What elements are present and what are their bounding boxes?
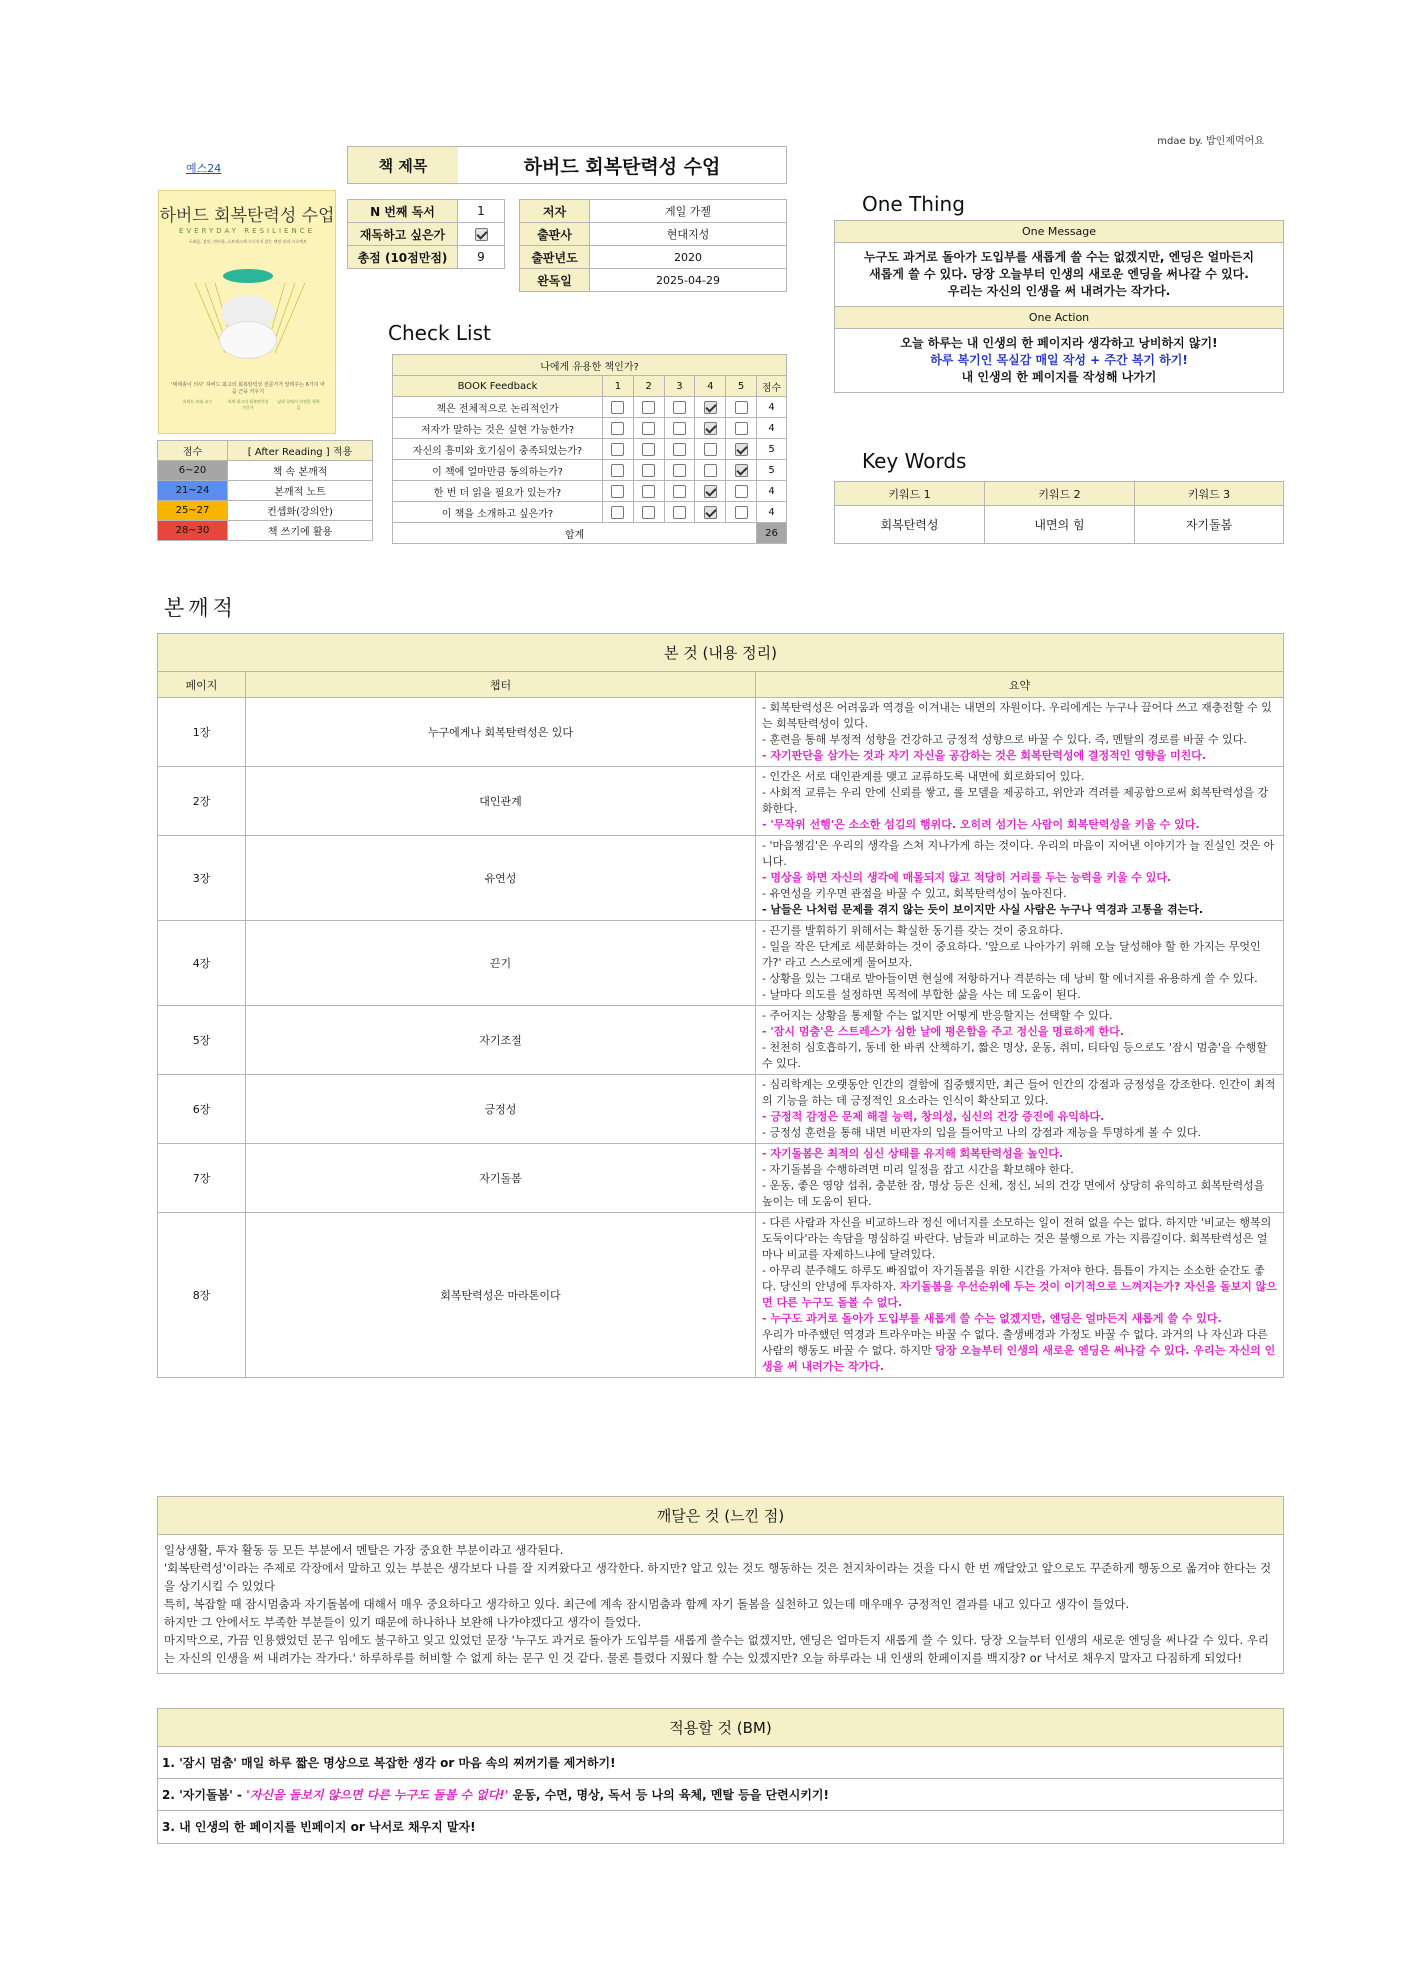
checklist-cell [633,481,664,502]
summary-line [762,1024,1277,1040]
learned-line: 일상생활, 투자 활동 등 모든 부분에서 멘탈은 가장 중요한 부분이라고 생각된다. [164,1543,564,1557]
checklist-cell [664,397,695,418]
one-action-label: One Action [835,307,1283,329]
checklist-checkbox[interactable] [673,485,686,498]
one-thing-box [834,220,1284,393]
summary-line [762,886,1277,902]
book-title-box [347,146,787,184]
keyword-value: 회복탄력성 [835,506,985,544]
apply-item-text: 운동, 수면, 명상, 독서 등 나의 육체, 멘탈 등을 단련시키기! [508,1788,829,1802]
summary-text: - '마음챙김'은 우리의 생각을 스쳐 지나가게 하는 것이다. 우리의 마음이 지어낸 이야기가 늘 진실인 것은 아니다. [762,839,1275,868]
keyword-header: 키워드 3 [1135,482,1284,506]
info-value: 게일 가젤 [590,200,787,223]
keyword-header: 키워드 1 [835,482,985,506]
summary-table [157,633,1284,1378]
checklist-cell [633,418,664,439]
checklist-cell [664,481,695,502]
summary-chapter: 유연성 [246,836,756,921]
summary-text: - 자기돌봄을 수행하려면 미리 일정을 잡고 시간을 확보해야 한다. [762,1163,1074,1176]
summary-text: - 끈기를 발휘하기 위해서는 확실한 동기를 갖는 것이 중요하다. [762,924,1064,937]
summary-row [158,836,1284,921]
summary-chapter: 자기돌봄 [246,1144,756,1213]
summary-line [762,1162,1277,1178]
summary-cell [756,921,1284,1006]
summary-cell [756,836,1284,921]
checklist-checkbox[interactable] [673,443,686,456]
summary-line [762,732,1277,748]
summary-cell [756,1213,1284,1378]
summary-row [158,1075,1284,1144]
checklist-col-header: 5 [726,376,757,397]
score-legend [157,440,373,541]
learned-line: '회복탄력성'이라는 주제로 각장에서 말하고 있는 부분은 생각보다 나를 잘 지켜왔다고 생각한다. 하지만? 알고 있는 것도 행동하는 것은 천지차이라는 것을 다시 한 번 깨달았고 앞으로도 꾸준하게 행동으로 옮겨야 한다는 것을 상기시킬 수 있었다 [164,1561,1272,1593]
checklist-col-header: 3 [664,376,695,397]
one-action-line: 하루 복기인 목실감 매일 작성 + 주간 복기 하기! [930,353,1188,367]
info-label: 출판년도 [520,246,590,269]
summary-text: - 사회적 교류는 우리 안에 신뢰를 쌓고, 롤 모델을 제공하고, 위안과 격려를 제공함으로써 회복탄력성을 강화한다. [762,786,1269,815]
checklist-row [393,481,787,502]
summary-line [762,817,1277,833]
cover-desc: 두려움, 불안, 번아웃, 스트레스에 무너지지 않는 멘탈 관리 프로젝트 [188,239,308,244]
summary-highlight: 자기돌봄을 우선순위에 두는 것이 이기적으로 느껴지는가? 자신을 돌보지 않으면 다른 누구도 돌볼 수 없다. [762,1280,1277,1309]
info-value: 현대지성 [590,223,787,246]
learned-line: 하지만 그 안에서도 부족한 부분들이 있기 때문에 하나하나 보완해 나가야겠다고 생각이 들었다. [164,1615,642,1629]
learned-box [157,1496,1284,1674]
keyword-header: 키워드 2 [985,482,1135,506]
summary-page: 7장 [158,1144,246,1213]
summary-line [762,987,1277,1003]
apply-item [158,1747,1283,1779]
summary-text: - 천천히 심호흡하기, 동네 한 바퀴 산책하기, 짧은 명상, 운동, 취미, 티타임 등으로도 '잠시 멈춤'을 수행할 수 있다. [762,1041,1267,1070]
summary-line [762,939,1277,971]
apply-title: 적용할 것 (BM) [158,1709,1283,1747]
summary-line [762,748,1277,764]
checklist-checkbox[interactable] [735,401,748,414]
summary-cell [756,767,1284,836]
checklist-col-header: 4 [695,376,726,397]
checklist-cell [726,460,757,481]
checklist-total: 26 [757,523,787,544]
checklist-cell [726,502,757,523]
apply-item-text: 2. '자기돌봄' - [162,1788,247,1802]
checklist-cell [603,397,634,418]
summary-col-header: 챕터 [246,672,756,698]
checklist-cell [695,418,726,439]
checklist-cell [695,502,726,523]
cover-disc-white [219,321,277,359]
info-value: 1 [458,200,505,223]
checklist-checkbox[interactable] [704,506,717,519]
summary-line [762,971,1277,987]
summary-line [762,769,1277,785]
summary-page: 5장 [158,1006,246,1075]
checklist-checkbox[interactable] [704,422,717,435]
checklist-checkbox[interactable] [673,464,686,477]
checklist-checkbox[interactable] [735,464,748,477]
keyword-value: 내면의 힘 [985,506,1135,544]
checklist-checkbox[interactable] [704,443,717,456]
summary-line [762,1311,1277,1327]
checklist-cell [633,502,664,523]
summary-text: - '무작위 선행'은 소소한 섬김의 행위다. 오히려 섬기는 사람이 회복탄력성을 키울 수 있다. [762,818,1200,831]
summary-page: 2장 [158,767,246,836]
summary-page: 6장 [158,1075,246,1144]
book-cover [158,190,336,434]
cover-disc-green [223,269,273,283]
checklist-cell [726,418,757,439]
checklist-checkbox[interactable] [735,506,748,519]
summary-line [762,870,1277,886]
yes24-link[interactable]: 예스24 [186,162,222,175]
checklist-checkbox[interactable] [642,506,655,519]
summary-line [762,923,1277,939]
legend-label: 본깨적 노트 [228,481,373,501]
checklist-checkbox[interactable] [735,443,748,456]
one-message-line: 새롭게 쓸 수 있다. 당장 오늘부터 인생의 새로운 엔딩을 써나갈 수 있다. [869,267,1249,281]
info-label: 저자 [520,200,590,223]
checklist-col-header: 1 [603,376,634,397]
reread-cell [458,223,505,246]
legend-range: 28~30 [158,521,228,541]
summary-chapter: 자기조절 [246,1006,756,1075]
checklist-cell [603,418,634,439]
summary-chapter: 누구에게나 회복탄력성은 있다 [246,698,756,767]
apply-item [158,1811,1283,1843]
checklist-checkbox[interactable] [673,422,686,435]
checklist-row [393,418,787,439]
summary-text: - 긍정적 감정은 문제 해결 능력, 창의성, 심신의 건강 증진에 유익하다. [762,1110,1105,1123]
summary-row [158,1006,1284,1075]
summary-text: - 심리학계는 오랫동안 인간의 결함에 집중했지만, 최근 들어 인간의 강점과 긍정성을 강조한다. 인간이 최적의 기능을 하는 데 긍정적인 요소라는 인식이 확산되고 있다. [762,1078,1276,1107]
summary-line [762,785,1277,817]
summary-chapter: 긍정성 [246,1075,756,1144]
summary-row [158,921,1284,1006]
cover-badges [175,399,321,419]
summary-cell [756,698,1284,767]
checklist-cell [695,397,726,418]
summary-text: - 누구도 과거로 돌아가 도입부를 새롭게 쓸 수는 없겠지만, 엔딩은 얼마든지 새롭게 쓸 수 있다. [762,1312,1222,1325]
checklist-title: Check List [388,321,491,345]
summary-text: - 상황을 있는 그대로 받아들이면 현실에 저항하거나 격분하는 데 낭비 할 에너지를 유용하게 쓸 수 있다. [762,972,1258,985]
checklist-checkbox[interactable] [642,401,655,414]
info-value: 9 [458,246,505,269]
checklist-cell [603,439,634,460]
summary-text: - 날마다 의도를 설정하면 목적에 부합한 삶을 사는 데 도움이 된다. [762,988,1081,1001]
checklist-checkbox[interactable] [642,485,655,498]
summary-text: - 일을 작은 단계로 세분화하는 것이 중요하다. '앞으로 나아가기 위해 오늘 달성해야 할 한 가지는 무엇인가?' 라고 스스로에게 물어보자. [762,940,1261,969]
summary-text: - 긍정성 훈련을 통해 내면 비판자의 입을 틀어막고 나의 강점과 재능을 투명하게 볼 수 있다. [762,1126,1201,1139]
cover-subtitle: EVERYDAY RESILIENCE [178,227,316,235]
one-message-line: 누구도 과거로 돌아가 도입부를 새롭게 쓸 수는 없겠지만, 엔딩은 얼마든지 [864,250,1254,264]
summary-text: - 주어지는 상황을 통제할 수는 없지만 어떻게 반응할지는 선택할 수 있다. [762,1009,1113,1022]
info-value: 2020 [590,246,787,269]
checklist-checkbox[interactable] [611,506,624,519]
apply-item-quote: '자신을 돌보지 않으면 다른 누구도 돌볼 수 없다!' [246,1788,509,1802]
checklist-col-header: BOOK Feedback [393,376,603,397]
keyword-value: 자기돌봄 [1135,506,1284,544]
one-thing-title: One Thing [862,192,965,216]
section-title: 본깨적 [164,596,237,620]
one-message-line: 우리는 자신의 인생을 써 내려가는 작가다. [947,284,1171,298]
summary-text: - 회복탄력성은 어려움과 역경을 이겨내는 내면의 자원이다. 우리에게는 누구나 끌어다 쓰고 재충전할 수 있는 회복탄력성이 있다. [762,701,1272,730]
checklist-col-header: 점수 [757,376,787,397]
learned-line: 특히, 복잡할 때 잠시멈춤과 자기돌봄에 대해서 매우 중요하다고 생각하고 있다. 최근에 계속 잠시멈춤과 함께 자기 돌봄을 실천하고 있는데 매우매우 긍정적인 결과를 내고 있다고 생각이 들었다. [164,1597,1130,1611]
keywords-title: Key Words [862,449,967,473]
apply-items [158,1747,1283,1843]
apply-item-text: 1. '잠시 멈춤' 매일 하루 짧은 명상으로 복잡한 생각 or 마음 속의 찌꺼기를 제거하기! [162,1756,616,1770]
summary-cell [756,1006,1284,1075]
summary-text: - 남들은 나처럼 문제를 겪지 않는 듯이 보이지만 사실 사람은 누구나 역경과 고통을 겪는다. [762,903,1204,916]
summary-line [762,902,1277,918]
checklist-cell [726,397,757,418]
summary-chapter: 대인관계 [246,767,756,836]
info-label: 완독일 [520,269,590,292]
cover-bottom-text: '태세총이 의사' 하버드 최고의 회복탄력성 전문가가 알려주는 6가지 마음 근육 키우기 [171,382,325,395]
checklist-checkbox[interactable] [642,422,655,435]
cover-title: 하버드 회복탄력성 수업 [159,206,335,226]
apply-item-text: 3. 내 인생의 한 페이지를 빈페이지 or 낙서로 채우지 말자! [162,1820,476,1834]
checklist-score: 4 [757,418,787,439]
summary-line [762,1125,1277,1141]
checklist-score: 5 [757,439,787,460]
checklist-cell [633,439,664,460]
checklist-question-text: 한 번 더 읽을 필요가 있는가? [393,481,603,502]
apply-box [157,1708,1284,1844]
checklist-cell [664,439,695,460]
checklist-checkbox[interactable] [611,422,624,435]
checklist-total-label: 합계 [393,523,757,544]
checklist-row [393,439,787,460]
checklist-score: 4 [757,481,787,502]
summary-text: - 유연성을 키우면 관점을 바꿀 수 있고, 회복탄력성이 높아진다. [762,887,1067,900]
checklist-row [393,502,787,523]
checklist-checkbox[interactable] [704,464,717,477]
one-message [835,243,1283,307]
checklist-score: 4 [757,502,787,523]
summary-text: - 훈련을 통해 부정적 성향을 건강하고 긍정적 성향으로 바꿀 수 있다. 즉, 멘탈의 경로를 바꿀 수 있다. [762,733,1247,746]
checklist-question-text: 저자가 말하는 것은 실현 가능한가? [393,418,603,439]
one-action-line: 내 인생의 한 페이지를 작성해 나가기 [961,370,1157,384]
checklist-score: 4 [757,397,787,418]
checklist-cell [664,460,695,481]
legend-range: 21~24 [158,481,228,501]
checklist-checkbox[interactable] [642,464,655,477]
legend-label: 책 쓰기에 활용 [228,521,373,541]
summary-cell [756,1144,1284,1213]
info-label: 재독하고 싶은가 [348,223,458,246]
book-title-label: 책 제목 [348,147,458,183]
checklist-col-header: 2 [633,376,664,397]
checklist-question: 나에게 유용한 책인가? [393,355,787,376]
reading-info [347,199,505,269]
checklist-question-text: 이 책에 얼마만큼 동의하는가? [393,460,603,481]
legend-label: 책 속 본깨적 [228,461,373,481]
summary-line [762,1008,1277,1024]
checklist-question-text: 책은 전체적으로 논리적인가 [393,397,603,418]
book-title-value: 하버드 회복탄력성 수업 [523,155,721,178]
summary-col-header: 요약 [756,672,1284,698]
checklist-checkbox[interactable] [611,464,624,477]
checklist-cell [603,460,634,481]
summary-text: - 자기돌봄은 최적의 심신 상태를 유지해 회복탄력성을 높인다. [762,1147,1064,1160]
summary-page: 3장 [158,836,246,921]
checklist-cell [633,460,664,481]
summary-line [762,1040,1277,1072]
summary-page: 4장 [158,921,246,1006]
checklist-checkbox[interactable] [673,506,686,519]
checklist-cell [695,460,726,481]
summary-text: - 자기판단을 삼가는 것과 자기 자신을 공감하는 것은 회복탄력성에 결정적인 영향을 미친다. [762,749,1207,762]
cover-badge: 세계 최고의 회복탄력성 전문가 [227,399,269,410]
summary-page: 8장 [158,1213,246,1378]
checklist-cell [664,418,695,439]
summary-text: - 명상을 하면 자신의 생각에 매몰되지 않고 적당히 거리를 두는 능력을 키울 수 있다. [762,871,1172,884]
legend-label: 컨셉화(강의안) [228,501,373,521]
summary-row [158,1144,1284,1213]
checklist-question-text: 자신의 흥미와 호기심이 충족되었는가? [393,439,603,460]
summary-line [762,1215,1277,1263]
summary-line [762,1178,1277,1210]
summary-text: - 운동, 좋은 영양 섭취, 충분한 잠, 명상 등은 신체, 정신, 뇌의 건강 면에서 상당히 유익하고 회복탄력성을 높이는 데 도움이 된다. [762,1179,1265,1208]
summary-title: 본 것 (내용 정리) [158,634,1284,672]
checklist-checkbox[interactable] [704,401,717,414]
cover-badge: 하버드 의대 교수 [182,399,213,404]
one-action-line: 오늘 하루는 내 인생의 한 페이지라 생각하고 낭비하지 않기! [900,336,1218,350]
legend-range: 6~20 [158,461,228,481]
checklist-checkbox[interactable] [611,443,624,456]
checklist-row [393,397,787,418]
legend-header-score: 점수 [158,441,228,461]
checklist-cell [603,502,634,523]
summary-text: 우리가 마주했던 역경과 트라우마는 바꿀 수 없다. 출생배경과 가정도 바꿀 수 없다. 과거의 나 자신과 다른 사람의 행동도 바꿀 수 없다. 하지만 [762,1328,1268,1357]
one-message-label: One Message [835,221,1283,243]
summary-text: - 아무리 분주해도 하루도 빠짐없이 자기돌봄을 위한 시간을 가져야 한다. 틈틈이 가지는 소소한 순간도 좋다. 당신의 안녕에 투자하자. [762,1264,1265,1293]
checklist-checkbox[interactable] [735,422,748,435]
checklist-cell [603,481,634,502]
summary-cell [756,1075,1284,1144]
credit-text: mdae by. 밥인제먹어요 [1157,136,1264,147]
legend-header-apply: [ After Reading ] 적용 [228,441,373,461]
checklist-cell [695,481,726,502]
checklist-cell [726,481,757,502]
one-action [835,329,1283,392]
checklist-cell [664,502,695,523]
checklist-checkbox[interactable] [611,401,624,414]
checklist-row [393,460,787,481]
info-value: 2025-04-29 [590,269,787,292]
apply-item [158,1779,1283,1811]
reread-checkbox[interactable] [475,228,488,241]
info-label: 총점 (10점만점) [348,246,458,269]
checklist-question-text: 이 책을 소개하고 싶은가? [393,502,603,523]
keywords-table [834,481,1284,544]
checklist-cell [726,439,757,460]
cover-badge: 삶과 일에서 진정한 행복을 [277,399,320,410]
checklist-checkbox[interactable] [611,485,624,498]
info-label: 출판사 [520,223,590,246]
checklist-checkbox[interactable] [673,401,686,414]
summary-line [762,1327,1277,1375]
learned-line: 마지막으로, 가끔 인용했었던 문구 임에도 불구하고 잊고 있었던 문장 '누구도 과거로 돌아가 도입부를 새롭게 쓸수는 없겠지만, 엔딩은 얼마든지 새롭게 쓸 수 있다. 당장 오늘부터 인생의 새로운 엔딩을 써나갈 수 있다. 우리는 자신의 인생을 써 내려가는 작가다.' 하루하루를 허비할 수 없게 하는 문구 인 것 같다. 물론 틀렸다 지웠다 할 수는 있겠지만? 오늘 하루라는 내 인생의 한페이지를 백지장? or 낙서로 채우지 말자고 다짐하게 되었다! [164,1633,1270,1665]
checklist-checkbox[interactable] [642,443,655,456]
summary-row [158,698,1284,767]
checklist-checkbox[interactable] [735,485,748,498]
checklist-cell [695,439,726,460]
summary-row [158,767,1284,836]
summary-text: - 인간은 서로 대인관계를 맺고 교류하도록 내면에 회로화되어 있다. [762,770,1085,783]
legend-range: 25~27 [158,501,228,521]
summary-col-header: 페이지 [158,672,246,698]
summary-row [158,1213,1284,1378]
info-label: N 번째 독서 [348,200,458,223]
summary-line [762,1146,1277,1162]
summary-text: - 다른 사람과 자신을 비교하느라 정신 에너지를 소모하는 일이 전혀 없을 수는 없다. 하지만 '비교는 행복의 도둑이다'라는 속담을 명심하길 바란다. 남들과 비교하는 것은 불행으로 가는 지름길이다. 회복탄력성은 얼마나 비교를 자제하느냐에 달려있다. [762,1216,1272,1261]
summary-text: - '잠시 멈춤'은 스트레스가 심한 날에 평온함을 주고 정신을 명료하게 한다. [762,1025,1124,1038]
summary-line [762,1077,1277,1109]
checklist-checkbox[interactable] [704,485,717,498]
summary-line [762,700,1277,732]
book-info [519,199,787,292]
summary-chapter: 끈기 [246,921,756,1006]
summary-line [762,838,1277,870]
checklist-score: 5 [757,460,787,481]
summary-line [762,1263,1277,1311]
learned-title: 깨달은 것 (느낀 점) [158,1497,1283,1535]
summary-page: 1장 [158,698,246,767]
summary-chapter: 회복탄력성은 마라톤이다 [246,1213,756,1378]
checklist-cell [633,397,664,418]
summary-line [762,1109,1277,1125]
learned-text [158,1535,1283,1673]
checklist-table [392,354,787,544]
summary-highlight: 당장 오늘부터 인생의 새로운 엔딩은 써나갈 수 있다. 우리는 자신의 인생을 써 내려가는 작가다. [762,1344,1276,1373]
